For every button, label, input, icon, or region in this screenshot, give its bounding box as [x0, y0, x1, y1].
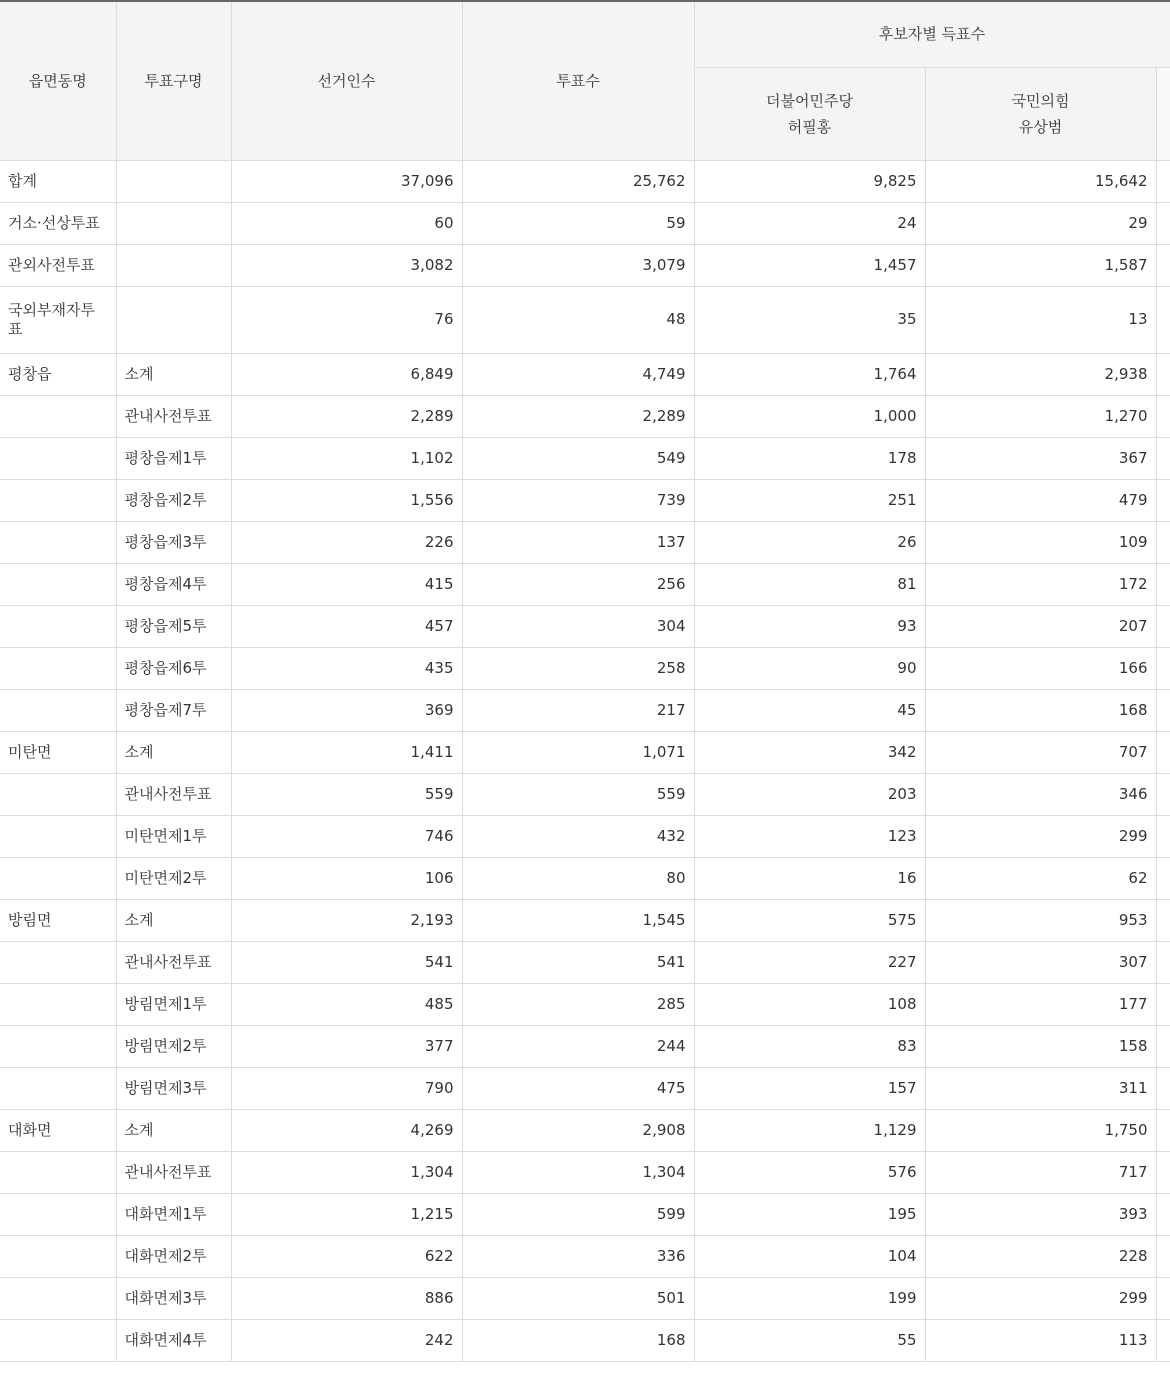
district-cell	[0, 1151, 116, 1193]
electors-cell: 37,096	[231, 160, 462, 202]
electors-cell: 3,082	[231, 244, 462, 286]
votes-cell: 244	[462, 1025, 694, 1067]
next-candidate-cell-edge	[1156, 521, 1170, 563]
table-row	[0, 983, 1170, 1025]
candidate-2-votes-cell: 166	[925, 647, 1156, 689]
table-row	[0, 1235, 1170, 1277]
candidate-2-votes-cell: 158	[925, 1025, 1156, 1067]
electors-cell: 377	[231, 1025, 462, 1067]
precinct-cell: 대화면제3투	[116, 1277, 231, 1319]
candidate-2-votes-cell: 13	[925, 286, 1156, 353]
electors-cell: 1,102	[231, 437, 462, 479]
precinct-cell: 방림면제2투	[116, 1025, 231, 1067]
next-candidate-header-edge	[1156, 67, 1170, 160]
votes-cell: 1,071	[462, 731, 694, 773]
precinct-cell	[116, 244, 231, 286]
votes-header: 투표수	[462, 1, 694, 160]
table-row	[0, 353, 1170, 395]
district-cell	[0, 689, 116, 731]
electors-cell: 2,193	[231, 899, 462, 941]
candidate-1-votes-cell: 90	[694, 647, 925, 689]
district-cell	[0, 1193, 116, 1235]
candidate-2-votes-cell: 299	[925, 1277, 1156, 1319]
votes-cell: 4,749	[462, 353, 694, 395]
candidate-2-votes-cell: 393	[925, 1193, 1156, 1235]
votes-cell: 256	[462, 563, 694, 605]
district-cell: 평창읍	[0, 353, 116, 395]
next-candidate-cell-edge	[1156, 1067, 1170, 1109]
candidate-2-votes-cell: 168	[925, 689, 1156, 731]
next-candidate-cell-edge	[1156, 479, 1170, 521]
electors-cell: 1,556	[231, 479, 462, 521]
district-cell: 합계	[0, 160, 116, 202]
votes-cell: 80	[462, 857, 694, 899]
district-cell	[0, 605, 116, 647]
electors-cell: 242	[231, 1319, 462, 1361]
candidate-1-votes-cell: 26	[694, 521, 925, 563]
votes-cell: 168	[462, 1319, 694, 1361]
candidate-2-votes-cell: 479	[925, 479, 1156, 521]
candidate-2-votes-cell: 62	[925, 857, 1156, 899]
candidate-2-votes-cell: 367	[925, 437, 1156, 479]
next-candidate-cell-edge	[1156, 1319, 1170, 1361]
next-candidate-cell-edge	[1156, 815, 1170, 857]
district-cell	[0, 395, 116, 437]
table-row	[0, 773, 1170, 815]
electors-cell: 485	[231, 983, 462, 1025]
candidate-2-votes-cell: 346	[925, 773, 1156, 815]
electors-cell: 1,215	[231, 1193, 462, 1235]
precinct-cell: 미탄면제2투	[116, 857, 231, 899]
table-row	[0, 563, 1170, 605]
electors-cell: 6,849	[231, 353, 462, 395]
votes-cell: 501	[462, 1277, 694, 1319]
district-cell	[0, 773, 116, 815]
precinct-cell: 소계	[116, 899, 231, 941]
table-header	[0, 1, 1170, 160]
candidate-1-votes-cell: 104	[694, 1235, 925, 1277]
next-candidate-cell-edge	[1156, 160, 1170, 202]
electors-cell: 76	[231, 286, 462, 353]
precinct-cell: 대화면제2투	[116, 1235, 231, 1277]
precinct-cell: 관내사전투표	[116, 773, 231, 815]
next-candidate-cell-edge	[1156, 647, 1170, 689]
precinct-cell: 평창읍제5투	[116, 605, 231, 647]
votes-cell: 559	[462, 773, 694, 815]
candidate-2-votes-cell: 1,750	[925, 1109, 1156, 1151]
electors-cell: 226	[231, 521, 462, 563]
next-candidate-cell-edge	[1156, 1109, 1170, 1151]
electors-cell: 1,304	[231, 1151, 462, 1193]
precinct-cell	[116, 286, 231, 353]
votes-cell: 739	[462, 479, 694, 521]
votes-cell: 258	[462, 647, 694, 689]
candidate-2-name: 유상범	[1018, 117, 1063, 136]
votes-cell: 2,289	[462, 395, 694, 437]
next-candidate-cell-edge	[1156, 1235, 1170, 1277]
table-row	[0, 605, 1170, 647]
electors-cell: 415	[231, 563, 462, 605]
next-candidate-cell-edge	[1156, 983, 1170, 1025]
district-cell	[0, 647, 116, 689]
candidate-1-votes-cell: 93	[694, 605, 925, 647]
district-cell: 관외사전투표	[0, 244, 116, 286]
table-row	[0, 437, 1170, 479]
precinct-cell: 대화면제1투	[116, 1193, 231, 1235]
district-cell	[0, 941, 116, 983]
next-candidate-cell-edge	[1156, 941, 1170, 983]
district-cell	[0, 563, 116, 605]
electors-cell: 746	[231, 815, 462, 857]
precinct-header: 투표구명	[116, 1, 231, 160]
next-candidate-cell-edge	[1156, 202, 1170, 244]
district-cell	[0, 1067, 116, 1109]
electors-cell: 435	[231, 647, 462, 689]
candidate-votes-header: 후보자별 득표수	[694, 1, 1170, 67]
district-cell: 국외부재자투표	[0, 286, 116, 353]
candidate-1-votes-cell: 195	[694, 1193, 925, 1235]
candidate-2-votes-cell: 177	[925, 983, 1156, 1025]
votes-cell: 541	[462, 941, 694, 983]
candidate-2-votes-cell: 2,938	[925, 353, 1156, 395]
table-body	[0, 160, 1170, 1361]
candidate-1-votes-cell: 81	[694, 563, 925, 605]
candidate-1-votes-cell: 203	[694, 773, 925, 815]
candidate-1-votes-cell: 9,825	[694, 160, 925, 202]
electors-cell: 886	[231, 1277, 462, 1319]
electors-cell: 790	[231, 1067, 462, 1109]
candidate-1-votes-cell: 1,000	[694, 395, 925, 437]
candidate-2-votes-cell: 707	[925, 731, 1156, 773]
candidate-1-votes-cell: 24	[694, 202, 925, 244]
precinct-cell	[116, 160, 231, 202]
next-candidate-cell-edge	[1156, 353, 1170, 395]
candidate-1-votes-cell: 16	[694, 857, 925, 899]
electors-cell: 559	[231, 773, 462, 815]
next-candidate-cell-edge	[1156, 563, 1170, 605]
candidate-1-votes-cell: 83	[694, 1025, 925, 1067]
table-row	[0, 647, 1170, 689]
votes-cell: 475	[462, 1067, 694, 1109]
precinct-cell: 평창읍제2투	[116, 479, 231, 521]
table-row	[0, 941, 1170, 983]
table-row	[0, 286, 1170, 353]
candidate-1-name: 허필홍	[787, 117, 832, 136]
votes-cell: 432	[462, 815, 694, 857]
candidate-1-votes-cell: 576	[694, 1151, 925, 1193]
votes-cell: 1,545	[462, 899, 694, 941]
next-candidate-cell-edge	[1156, 437, 1170, 479]
candidate-1-votes-cell: 342	[694, 731, 925, 773]
table-row	[0, 1067, 1170, 1109]
electors-cell: 541	[231, 941, 462, 983]
next-candidate-cell-edge	[1156, 244, 1170, 286]
candidate-2-votes-cell: 953	[925, 899, 1156, 941]
district-cell	[0, 1319, 116, 1361]
candidate-1-votes-cell: 108	[694, 983, 925, 1025]
candidate-2-votes-cell: 307	[925, 941, 1156, 983]
district-cell: 거소·선상투표	[0, 202, 116, 244]
next-candidate-cell-edge	[1156, 395, 1170, 437]
table-row	[0, 815, 1170, 857]
candidate-2-votes-cell: 1,270	[925, 395, 1156, 437]
candidate-1-votes-cell: 251	[694, 479, 925, 521]
precinct-cell: 평창읍제4투	[116, 563, 231, 605]
electors-cell: 60	[231, 202, 462, 244]
votes-cell: 549	[462, 437, 694, 479]
candidate-1-votes-cell: 1,764	[694, 353, 925, 395]
district-cell: 방림면	[0, 899, 116, 941]
candidate-2-votes-cell: 29	[925, 202, 1156, 244]
candidate-1-votes-cell: 35	[694, 286, 925, 353]
candidate-2-votes-cell: 172	[925, 563, 1156, 605]
candidate-1-votes-cell: 123	[694, 815, 925, 857]
district-header: 읍면동명	[0, 1, 116, 160]
candidate-1-party: 더불어민주당	[766, 91, 853, 110]
precinct-cell: 소계	[116, 1109, 231, 1151]
votes-cell: 304	[462, 605, 694, 647]
precinct-cell: 관내사전투표	[116, 395, 231, 437]
precinct-cell	[116, 202, 231, 244]
candidate-1-votes-cell: 575	[694, 899, 925, 941]
district-cell: 미탄면	[0, 731, 116, 773]
candidate-1-votes-cell: 55	[694, 1319, 925, 1361]
electors-header: 선거인수	[231, 1, 462, 160]
precinct-cell: 소계	[116, 731, 231, 773]
table-row	[0, 857, 1170, 899]
precinct-cell: 평창읍제6투	[116, 647, 231, 689]
district-cell	[0, 479, 116, 521]
next-candidate-cell-edge	[1156, 1193, 1170, 1235]
table-row	[0, 1319, 1170, 1361]
district-cell	[0, 815, 116, 857]
district-cell	[0, 1277, 116, 1319]
candidate-2-party: 국민의힘	[1011, 91, 1070, 110]
candidate-2-votes-cell: 1,587	[925, 244, 1156, 286]
table-row	[0, 160, 1170, 202]
precinct-cell: 관내사전투표	[116, 941, 231, 983]
precinct-cell: 평창읍제7투	[116, 689, 231, 731]
candidate-1-votes-cell: 227	[694, 941, 925, 983]
candidate-1-votes-cell: 178	[694, 437, 925, 479]
next-candidate-cell-edge	[1156, 773, 1170, 815]
votes-cell: 336	[462, 1235, 694, 1277]
votes-cell: 48	[462, 286, 694, 353]
precinct-cell: 평창읍제3투	[116, 521, 231, 563]
electors-cell: 2,289	[231, 395, 462, 437]
precinct-cell: 대화면제4투	[116, 1319, 231, 1361]
candidate-2-votes-cell: 228	[925, 1235, 1156, 1277]
district-cell: 대화면	[0, 1109, 116, 1151]
district-cell	[0, 857, 116, 899]
electors-cell: 4,269	[231, 1109, 462, 1151]
table-row	[0, 395, 1170, 437]
table-row	[0, 1151, 1170, 1193]
district-cell	[0, 437, 116, 479]
electors-cell: 369	[231, 689, 462, 731]
table-row	[0, 521, 1170, 563]
candidate-1-header	[694, 67, 925, 160]
next-candidate-cell-edge	[1156, 857, 1170, 899]
candidate-2-votes-cell: 109	[925, 521, 1156, 563]
candidate-1-votes-cell: 1,457	[694, 244, 925, 286]
precinct-cell: 방림면제1투	[116, 983, 231, 1025]
next-candidate-cell-edge	[1156, 286, 1170, 353]
district-cell	[0, 1235, 116, 1277]
electors-cell: 106	[231, 857, 462, 899]
votes-cell: 25,762	[462, 160, 694, 202]
candidate-2-votes-cell: 311	[925, 1067, 1156, 1109]
next-candidate-cell-edge	[1156, 1025, 1170, 1067]
table-row	[0, 479, 1170, 521]
precinct-cell: 평창읍제1투	[116, 437, 231, 479]
table-row	[0, 202, 1170, 244]
district-cell	[0, 1025, 116, 1067]
electors-cell: 622	[231, 1235, 462, 1277]
next-candidate-cell-edge	[1156, 605, 1170, 647]
table-row	[0, 1109, 1170, 1151]
table-row	[0, 1277, 1170, 1319]
votes-cell: 285	[462, 983, 694, 1025]
candidate-2-votes-cell: 113	[925, 1319, 1156, 1361]
votes-cell: 59	[462, 202, 694, 244]
precinct-cell: 관내사전투표	[116, 1151, 231, 1193]
votes-cell: 2,908	[462, 1109, 694, 1151]
candidate-1-votes-cell: 199	[694, 1277, 925, 1319]
table-row	[0, 731, 1170, 773]
table-row	[0, 1193, 1170, 1235]
votes-cell: 3,079	[462, 244, 694, 286]
next-candidate-cell-edge	[1156, 689, 1170, 731]
table-row	[0, 1025, 1170, 1067]
votes-cell: 599	[462, 1193, 694, 1235]
next-candidate-cell-edge	[1156, 899, 1170, 941]
next-candidate-cell-edge	[1156, 1151, 1170, 1193]
table-row	[0, 244, 1170, 286]
district-cell	[0, 983, 116, 1025]
candidate-2-header	[925, 67, 1156, 160]
next-candidate-cell-edge	[1156, 1277, 1170, 1319]
precinct-cell: 소계	[116, 353, 231, 395]
candidate-2-votes-cell: 15,642	[925, 160, 1156, 202]
header-row-1	[0, 1, 1170, 67]
next-candidate-cell-edge	[1156, 731, 1170, 773]
votes-cell: 217	[462, 689, 694, 731]
table-row	[0, 899, 1170, 941]
electors-cell: 457	[231, 605, 462, 647]
candidate-1-votes-cell: 45	[694, 689, 925, 731]
precinct-cell: 미탄면제1투	[116, 815, 231, 857]
electors-cell: 1,411	[231, 731, 462, 773]
candidate-1-votes-cell: 1,129	[694, 1109, 925, 1151]
candidate-1-votes-cell: 157	[694, 1067, 925, 1109]
votes-cell: 1,304	[462, 1151, 694, 1193]
precinct-cell: 방림면제3투	[116, 1067, 231, 1109]
candidate-2-votes-cell: 207	[925, 605, 1156, 647]
candidate-2-votes-cell: 717	[925, 1151, 1156, 1193]
votes-cell: 137	[462, 521, 694, 563]
district-cell	[0, 521, 116, 563]
table-row	[0, 689, 1170, 731]
candidate-2-votes-cell: 299	[925, 815, 1156, 857]
